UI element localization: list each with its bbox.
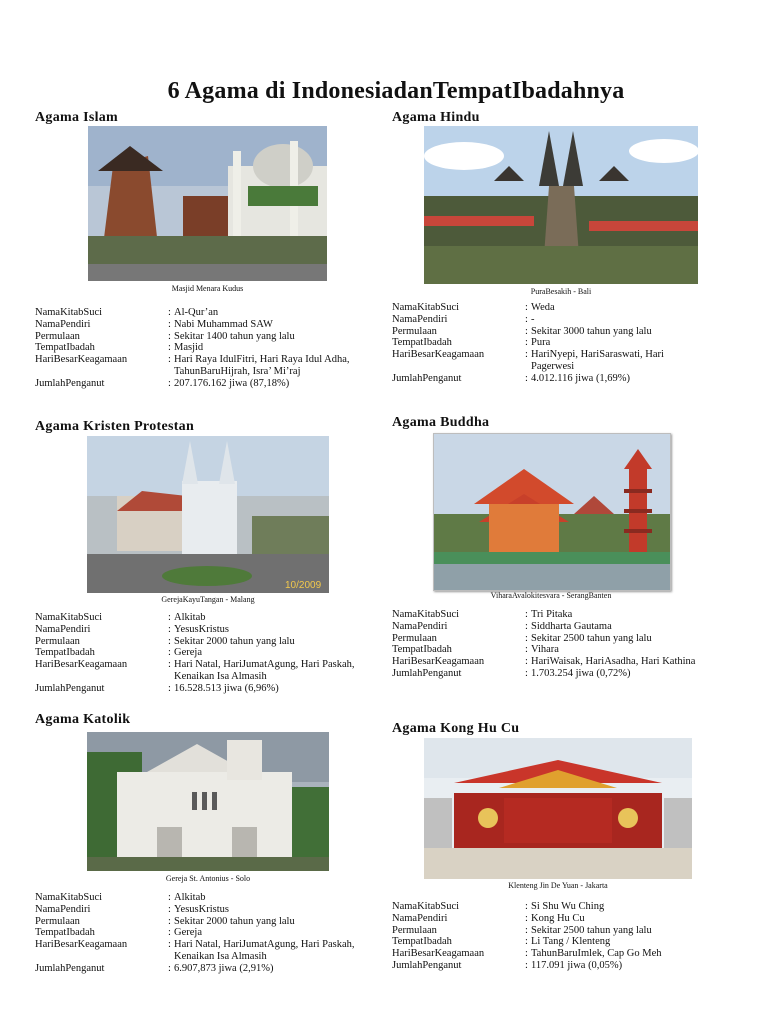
- value-permulaan: Sekitar 2000 tahun yang lalu: [174, 915, 295, 927]
- label-jumlah: JumlahPenganut: [35, 682, 105, 694]
- info-row-hari: HariBesarKeagamaan : HariNyepi, HariSaraswati, Hari Pagerwesi: [392, 349, 702, 373]
- label-jumlah: JumlahPenganut: [35, 377, 105, 389]
- value-tempat: Li Tang / Klenteng: [531, 936, 611, 948]
- photo-vihara-avalokitesvara: [433, 433, 671, 591]
- label-hari: HariBesarKeagamaan: [392, 349, 485, 361]
- info-row-pendiri: NamaPendiri : Nabi Muhammad SAW: [35, 319, 360, 331]
- label-jumlah: JumlahPenganut: [392, 667, 462, 679]
- label-pendiri: NamaPendiri: [35, 903, 91, 915]
- info-row-hari: HariBesarKeagamaan : Hari Natal, HariJumatAgung, Hari Paskah, Kenaikan Isa Almasih: [35, 939, 360, 963]
- info-row-permulaan: Permulaan : Sekitar 1400 tahun yang lalu: [35, 331, 360, 343]
- label-kitab: NamaKitabSuci: [392, 609, 460, 620]
- label-hari: HariBesarKeagamaan: [392, 948, 485, 960]
- info-row-jumlah: JumlahPenganut : 16.528.513 jiwa (6,96%): [35, 683, 360, 695]
- info-row-jumlah: JumlahPenganut : 117.091 jiwa (0,05%): [392, 960, 702, 972]
- info-row-permulaan: Permulaan : Sekitar 2500 tahun yang lalu: [392, 925, 702, 937]
- value-tempat: Gereja: [174, 647, 202, 659]
- value-hari: HariNyepi, HariSaraswati, Hari Pagerwesi: [531, 349, 664, 372]
- info-row-tempat: TempatIbadah : Li Tang / Klenteng: [392, 936, 702, 948]
- label-hari: HariBesarKeagamaan: [35, 354, 128, 366]
- info-row-jumlah: JumlahPenganut : 1.703.254 jiwa (0,72%): [392, 668, 702, 680]
- value-jumlah: 16.528.513 jiwa (6,96%): [174, 682, 279, 694]
- info-row-permulaan: Permulaan : Sekitar 2000 tahun yang lalu: [35, 636, 360, 648]
- info-row-permulaan: Permulaan : Sekitar 2500 tahun yang lalu: [392, 633, 702, 645]
- value-kitab: Si Shu Wu Ching: [531, 901, 605, 912]
- info-row-jumlah: JumlahPenganut : 207.176.162 jiwa (87,18%): [35, 378, 360, 390]
- label-permulaan: Permulaan: [35, 635, 80, 647]
- value-kitab: Al-Qur’an: [174, 307, 219, 318]
- value-hari: Hari Natal, HariJumatAgung, Hari Paskah, Kenaikan Isa Almasih: [174, 939, 355, 962]
- value-pendiri: -: [531, 313, 535, 325]
- label-jumlah: JumlahPenganut: [392, 372, 462, 384]
- photo-caption-katolik: Gereja St. Antonius - Solo: [165, 874, 251, 883]
- info-row-jumlah: JumlahPenganut : 6.907,873 jiwa (2,91%): [35, 963, 360, 975]
- info-row-tempat: TempatIbadah : Masjid: [35, 342, 360, 354]
- section-buddha: [392, 415, 722, 705]
- value-tempat: Vihara: [531, 644, 559, 656]
- photo-caption-islam: Masjid Menara Kudus: [171, 284, 244, 293]
- info-row-kitab: NamaKitabSuci : Si Shu Wu Ching: [392, 901, 702, 913]
- value-pendiri: Siddharta Gautama: [531, 620, 612, 632]
- section-katolik: [35, 712, 365, 1002]
- info-row-kitab: NamaKitabSuci : Alkitab: [35, 612, 360, 624]
- value-jumlah: 6.907,873 jiwa (2,91%): [174, 962, 274, 974]
- info-table-hindu: [392, 302, 702, 385]
- label-kitab: NamaKitabSuci: [35, 612, 103, 623]
- info-table-protestan: [35, 612, 360, 695]
- info-row-pendiri: NamaPendiri : YesusKristus: [35, 624, 360, 636]
- label-tempat: TempatIbadah: [35, 647, 95, 659]
- value-jumlah: 1.703.254 jiwa (0,72%): [531, 667, 631, 679]
- section-heading-protestan: Agama Kristen Protestan: [35, 419, 195, 434]
- photo-date-stamp: 10/2009: [285, 580, 322, 591]
- label-tempat: TempatIbadah: [392, 644, 452, 656]
- label-pendiri: NamaPendiri: [392, 313, 448, 325]
- value-jumlah: 117.091 jiwa (0,05%): [531, 959, 623, 971]
- photo-caption-hindu: PuraBesakih - Bali: [530, 287, 592, 296]
- photo-masjid-menara-kudus: [88, 126, 327, 281]
- label-permulaan: Permulaan: [392, 325, 437, 337]
- value-hari: Hari Natal, HariJumatAgung, Hari Paskah, Kenaikan Isa Almasih: [174, 659, 355, 682]
- value-permulaan: Sekitar 1400 tahun yang lalu: [174, 330, 295, 342]
- label-tempat: TempatIbadah: [35, 342, 95, 354]
- label-tempat: TempatIbadah: [392, 337, 452, 349]
- info-table-islam: [35, 307, 360, 390]
- label-permulaan: Permulaan: [35, 330, 80, 342]
- value-permulaan: Sekitar 2500 tahun yang lalu: [531, 924, 652, 936]
- info-table-buddha: [392, 609, 702, 680]
- value-tempat: Gereja: [174, 927, 202, 939]
- section-heading-konghucu: Agama Kong Hu Cu: [392, 721, 520, 736]
- value-permulaan: Sekitar 2000 tahun yang lalu: [174, 635, 295, 647]
- info-row-pendiri: NamaPendiri : Siddharta Gautama: [392, 621, 702, 633]
- value-pendiri: YesusKristus: [174, 623, 229, 635]
- label-tempat: TempatIbadah: [35, 927, 95, 939]
- section-heading-katolik: Agama Katolik: [35, 712, 131, 727]
- value-kitab: Alkitab: [174, 612, 206, 623]
- photo-pura-besakih: [424, 126, 698, 284]
- photo-caption-protestan: GerejaKayuTangan - Malang: [161, 595, 255, 604]
- info-row-hari: HariBesarKeagamaan : Hari Natal, HariJumatAgung, Hari Paskah, Kenaikan Isa Almasih: [35, 659, 360, 683]
- label-kitab: NamaKitabSuci: [35, 892, 103, 903]
- info-row-tempat: TempatIbadah : Vihara: [392, 644, 702, 656]
- label-kitab: NamaKitabSuci: [35, 307, 103, 318]
- info-table-konghucu: [392, 901, 702, 972]
- info-row-pendiri: NamaPendiri : YesusKristus: [35, 904, 360, 916]
- label-jumlah: JumlahPenganut: [35, 962, 105, 974]
- section-heading-hindu: Agama Hindu: [392, 110, 480, 125]
- photo-caption-buddha: ViharaAvalokitesvara - SerangBanten: [490, 591, 612, 600]
- info-row-permulaan: Permulaan : Sekitar 3000 tahun yang lalu: [392, 326, 702, 338]
- label-hari: HariBesarKeagamaan: [35, 659, 128, 671]
- label-hari: HariBesarKeagamaan: [392, 656, 485, 668]
- section-hindu: [392, 110, 722, 400]
- section-protestan: [35, 419, 365, 704]
- photo-gereja-st-antonius: [87, 732, 329, 871]
- info-row-hari: HariBesarKeagamaan : HariWaisak, HariAsadha, Hari Kathina: [392, 656, 702, 668]
- page-title: 6 Agama di IndonesiadanTempatIbadahnya: [167, 78, 625, 104]
- info-row-tempat: TempatIbadah : Pura: [392, 337, 702, 349]
- value-tempat: Pura: [531, 337, 551, 349]
- label-kitab: NamaKitabSuci: [392, 901, 460, 912]
- info-row-jumlah: JumlahPenganut : 4.012.116 jiwa (1,69%): [392, 373, 702, 385]
- photo-gereja-kayu-tangan: [87, 436, 329, 593]
- label-kitab: NamaKitabSuci: [392, 302, 460, 313]
- value-permulaan: Sekitar 3000 tahun yang lalu: [531, 325, 652, 337]
- label-pendiri: NamaPendiri: [35, 318, 91, 330]
- info-table-katolik: [35, 892, 360, 975]
- label-jumlah: JumlahPenganut: [392, 959, 462, 971]
- info-row-permulaan: Permulaan : Sekitar 2000 tahun yang lalu: [35, 916, 360, 928]
- info-row-hari: HariBesarKeagamaan : TahunBaruImlek, Cap Go Meh: [392, 948, 702, 960]
- value-hari: HariWaisak, HariAsadha, Hari Kathina: [531, 656, 696, 668]
- label-permulaan: Permulaan: [35, 915, 80, 927]
- value-jumlah: 4.012.116 jiwa (1,69%): [531, 372, 631, 384]
- info-row-pendiri: NamaPendiri : Kong Hu Cu: [392, 913, 702, 925]
- info-row-kitab: NamaKitabSuci : Weda: [392, 302, 702, 314]
- value-kitab: Weda: [531, 302, 555, 313]
- info-row-kitab: NamaKitabSuci : Tri Pitaka: [392, 609, 702, 621]
- value-pendiri: Kong Hu Cu: [531, 912, 585, 924]
- value-hari: TahunBaruImlek, Cap Go Meh: [531, 948, 662, 960]
- section-konghucu: [392, 721, 722, 1006]
- info-row-tempat: TempatIbadah : Gereja: [35, 927, 360, 939]
- label-tempat: TempatIbadah: [392, 936, 452, 948]
- info-row-tempat: TempatIbadah : Gereja: [35, 647, 360, 659]
- section-heading-islam: Agama Islam: [35, 110, 119, 125]
- value-kitab: Alkitab: [174, 892, 206, 903]
- label-hari: HariBesarKeagamaan: [35, 939, 128, 951]
- section-islam: [35, 110, 365, 400]
- label-permulaan: Permulaan: [392, 924, 437, 936]
- value-pendiri: Nabi Muhammad SAW: [174, 318, 273, 330]
- info-row-hari: HariBesarKeagamaan : Hari Raya IdulFitri, Hari Raya Idul Adha, TahunBaruHijrah, Isra’ Mi’raj: [35, 354, 360, 378]
- value-jumlah: 207.176.162 jiwa (87,18%): [174, 377, 290, 389]
- value-permulaan: Sekitar 2500 tahun yang lalu: [531, 632, 652, 644]
- info-row-kitab: NamaKitabSuci : Al-Qur’an: [35, 307, 360, 319]
- section-heading-buddha: Agama Buddha: [392, 415, 490, 430]
- value-pendiri: YesusKristus: [174, 903, 229, 915]
- label-pendiri: NamaPendiri: [392, 912, 448, 924]
- value-tempat: Masjid: [174, 342, 204, 354]
- info-row-kitab: NamaKitabSuci : Alkitab: [35, 892, 360, 904]
- photo-caption-konghucu: Klenteng Jin De Yuan - Jakarta: [508, 881, 608, 890]
- info-row-pendiri: NamaPendiri : -: [392, 314, 702, 326]
- label-permulaan: Permulaan: [392, 632, 437, 644]
- label-pendiri: NamaPendiri: [392, 620, 448, 632]
- value-kitab: Tri Pitaka: [531, 609, 573, 620]
- photo-klenteng-jin-de-yuan: [424, 738, 692, 879]
- value-hari: Hari Raya IdulFitri, Hari Raya Idul Adha, TahunBaruHijrah, Isra’ Mi’raj: [174, 354, 350, 377]
- label-pendiri: NamaPendiri: [35, 623, 91, 635]
